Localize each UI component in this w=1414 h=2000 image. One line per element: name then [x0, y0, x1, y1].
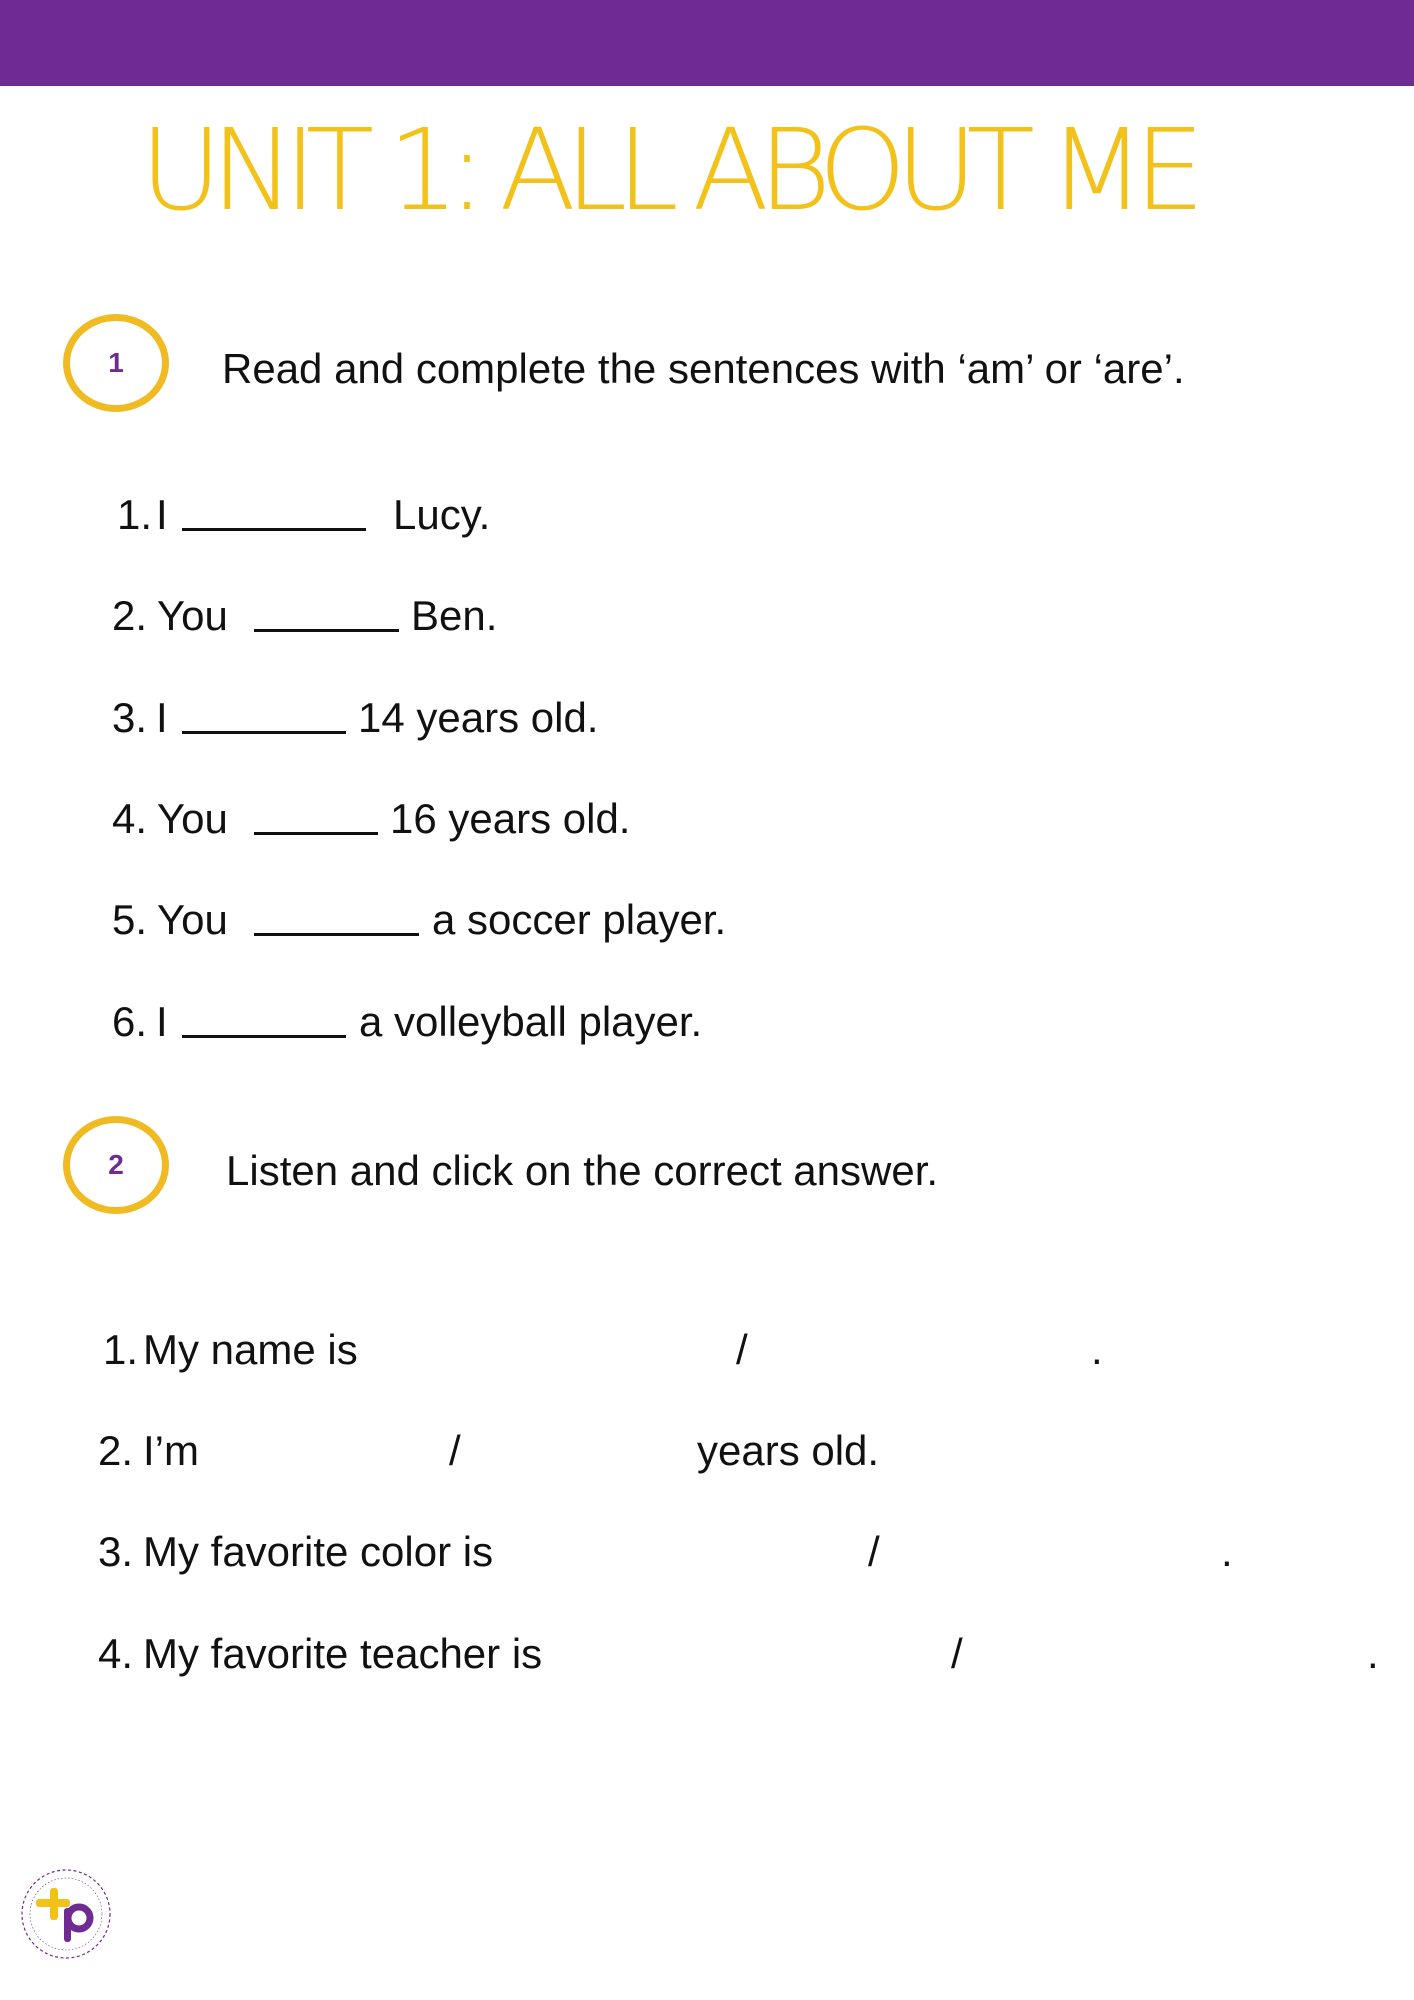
answer-blank-5[interactable] [254, 895, 419, 936]
exercise-2-number-badge [63, 1116, 169, 1214]
exercise-1-number: 1 [108, 347, 124, 378]
page-title: UNIT 1: ALL ABOUT ME [140, 106, 1194, 236]
top-bar [0, 0, 1414, 86]
answer-blank-2[interactable] [254, 591, 399, 632]
answer-blank-1[interactable] [182, 490, 366, 531]
plus-p-logo-icon [18, 1866, 114, 1962]
exercise-2-number: 2 [108, 1149, 124, 1180]
exercise-2-instruction: Listen and click on the correct answer. [226, 1147, 939, 1194]
exercise-1-number-badge [63, 314, 169, 412]
answer-blank-6[interactable] [182, 997, 346, 1038]
exercise-1-instruction: Read and complete the sentences with ‘am’ or ‘are’. [222, 345, 1185, 392]
answer-blank-3[interactable] [182, 693, 346, 734]
answer-blank-4[interactable] [254, 794, 378, 835]
